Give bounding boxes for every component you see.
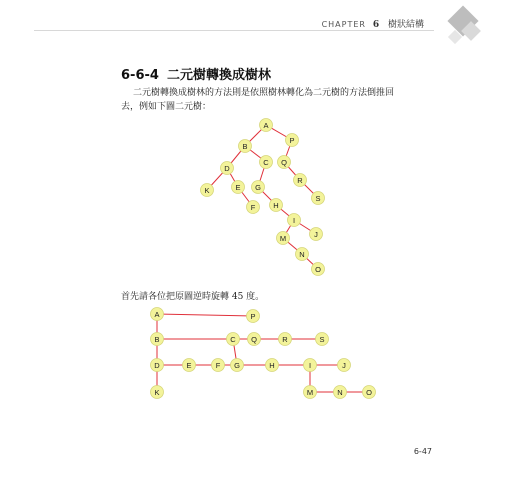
binary-tree-node-label-f: F (250, 203, 256, 212)
rotated-tree-node-label-i: I (308, 361, 312, 370)
binary-tree-node-label-b: B (242, 142, 248, 151)
binary-tree-node-label-h: H (273, 201, 279, 210)
rotated-tree-node-f (212, 359, 225, 372)
rotated-tree-node-label-g: G (234, 361, 240, 370)
rotated-tree-node-m (304, 386, 317, 399)
binary-tree-node-label-m: M (279, 234, 287, 243)
rotated-tree-node-label-d: D (154, 361, 160, 370)
rotated-tree-node-e (183, 359, 196, 372)
page-number: 6-47 (413, 447, 432, 456)
binary-tree-node-label-g: G (255, 183, 261, 192)
rotated-tree-node-h (266, 359, 279, 372)
binary-tree-node-label-c: C (263, 158, 269, 167)
rotated-tree-node-label-o: O (366, 388, 372, 397)
binary-tree-node-label-q: Q (281, 158, 287, 167)
rotated-tree-node-label-a: A (154, 310, 160, 319)
binary-tree-node-label-a: A (263, 121, 269, 130)
rotated-tree-node-p (247, 310, 260, 323)
binary-tree-node-label-i: I (292, 216, 296, 225)
rotated-tree-node-r (279, 333, 292, 346)
chapter-label: CHAPTER (321, 20, 366, 29)
rotated-tree-node-label-r: R (282, 335, 288, 344)
rotated-tree-node-label-p: P (250, 312, 256, 321)
binary-tree-node-label-d: D (224, 164, 230, 173)
rotated-tree-node-o (363, 386, 376, 399)
rotated-tree-node-label-c: C (230, 335, 236, 344)
rotated-tree-node-label-j: J (342, 361, 346, 370)
rotated-tree-node-label-n: N (337, 388, 343, 397)
binary-tree-node-label-k: K (204, 186, 210, 195)
rotated-tree-nodes (151, 308, 376, 399)
rotated-tree-node-s (316, 333, 329, 346)
rotated-tree-node-label-e: E (186, 361, 192, 370)
intro-paragraph: 二元樹轉換成樹林的方法則是依照樹林轉化為二元樹的方法倒推回去，例如下圖二元樹： (121, 88, 395, 112)
rotated-tree-node-d (151, 359, 164, 372)
section-title: 二元樹轉換成樹林 (166, 68, 271, 83)
binary-tree-node-label-s: S (315, 194, 321, 203)
rotated-tree-node-label-h: H (269, 361, 275, 370)
binary-tree-node-label-j: J (314, 230, 318, 239)
rotated-tree-node-k (151, 386, 164, 399)
rotated-tree-node-label-q: Q (251, 335, 257, 344)
binary-tree-node-label-o: O (315, 265, 321, 274)
chapter-number: 6 (372, 20, 380, 30)
rotated-tree-node-label-m: M (306, 388, 314, 397)
binary-tree-node-label-r: R (297, 176, 303, 185)
section-number: 6-6-4 (121, 68, 159, 83)
rotated-tree-node-label-k: K (154, 388, 160, 397)
rotated-tree-node-n (334, 386, 347, 399)
rotated-tree-node-label-s: S (319, 335, 325, 344)
rotated-tree-node-label-b: B (154, 335, 160, 344)
rotate-paragraph: 首先請各位把原圖逆時旋轉 45 度。 (121, 292, 265, 302)
binary-tree-node-label-p: P (289, 136, 295, 145)
rotated-tree-node-b (151, 333, 164, 346)
rotated-tree-edges (157, 314, 369, 392)
binary-tree-node-label-e: E (235, 183, 241, 192)
rotated-tree-node-a (151, 308, 164, 321)
rotated-tree-node-j (338, 359, 351, 372)
rotated-tree-node-c (227, 333, 240, 346)
chapter-title: 樹狀結構 (387, 20, 424, 30)
binary-tree-node-label-n: N (299, 250, 305, 259)
rotated-tree-node-g (231, 359, 244, 372)
rotated-tree-edge-a-p (157, 314, 253, 316)
rotated-tree-node-label-f: F (215, 361, 221, 370)
rotated-tree-node-q (248, 333, 261, 346)
rotated-tree-node-i (304, 359, 317, 372)
